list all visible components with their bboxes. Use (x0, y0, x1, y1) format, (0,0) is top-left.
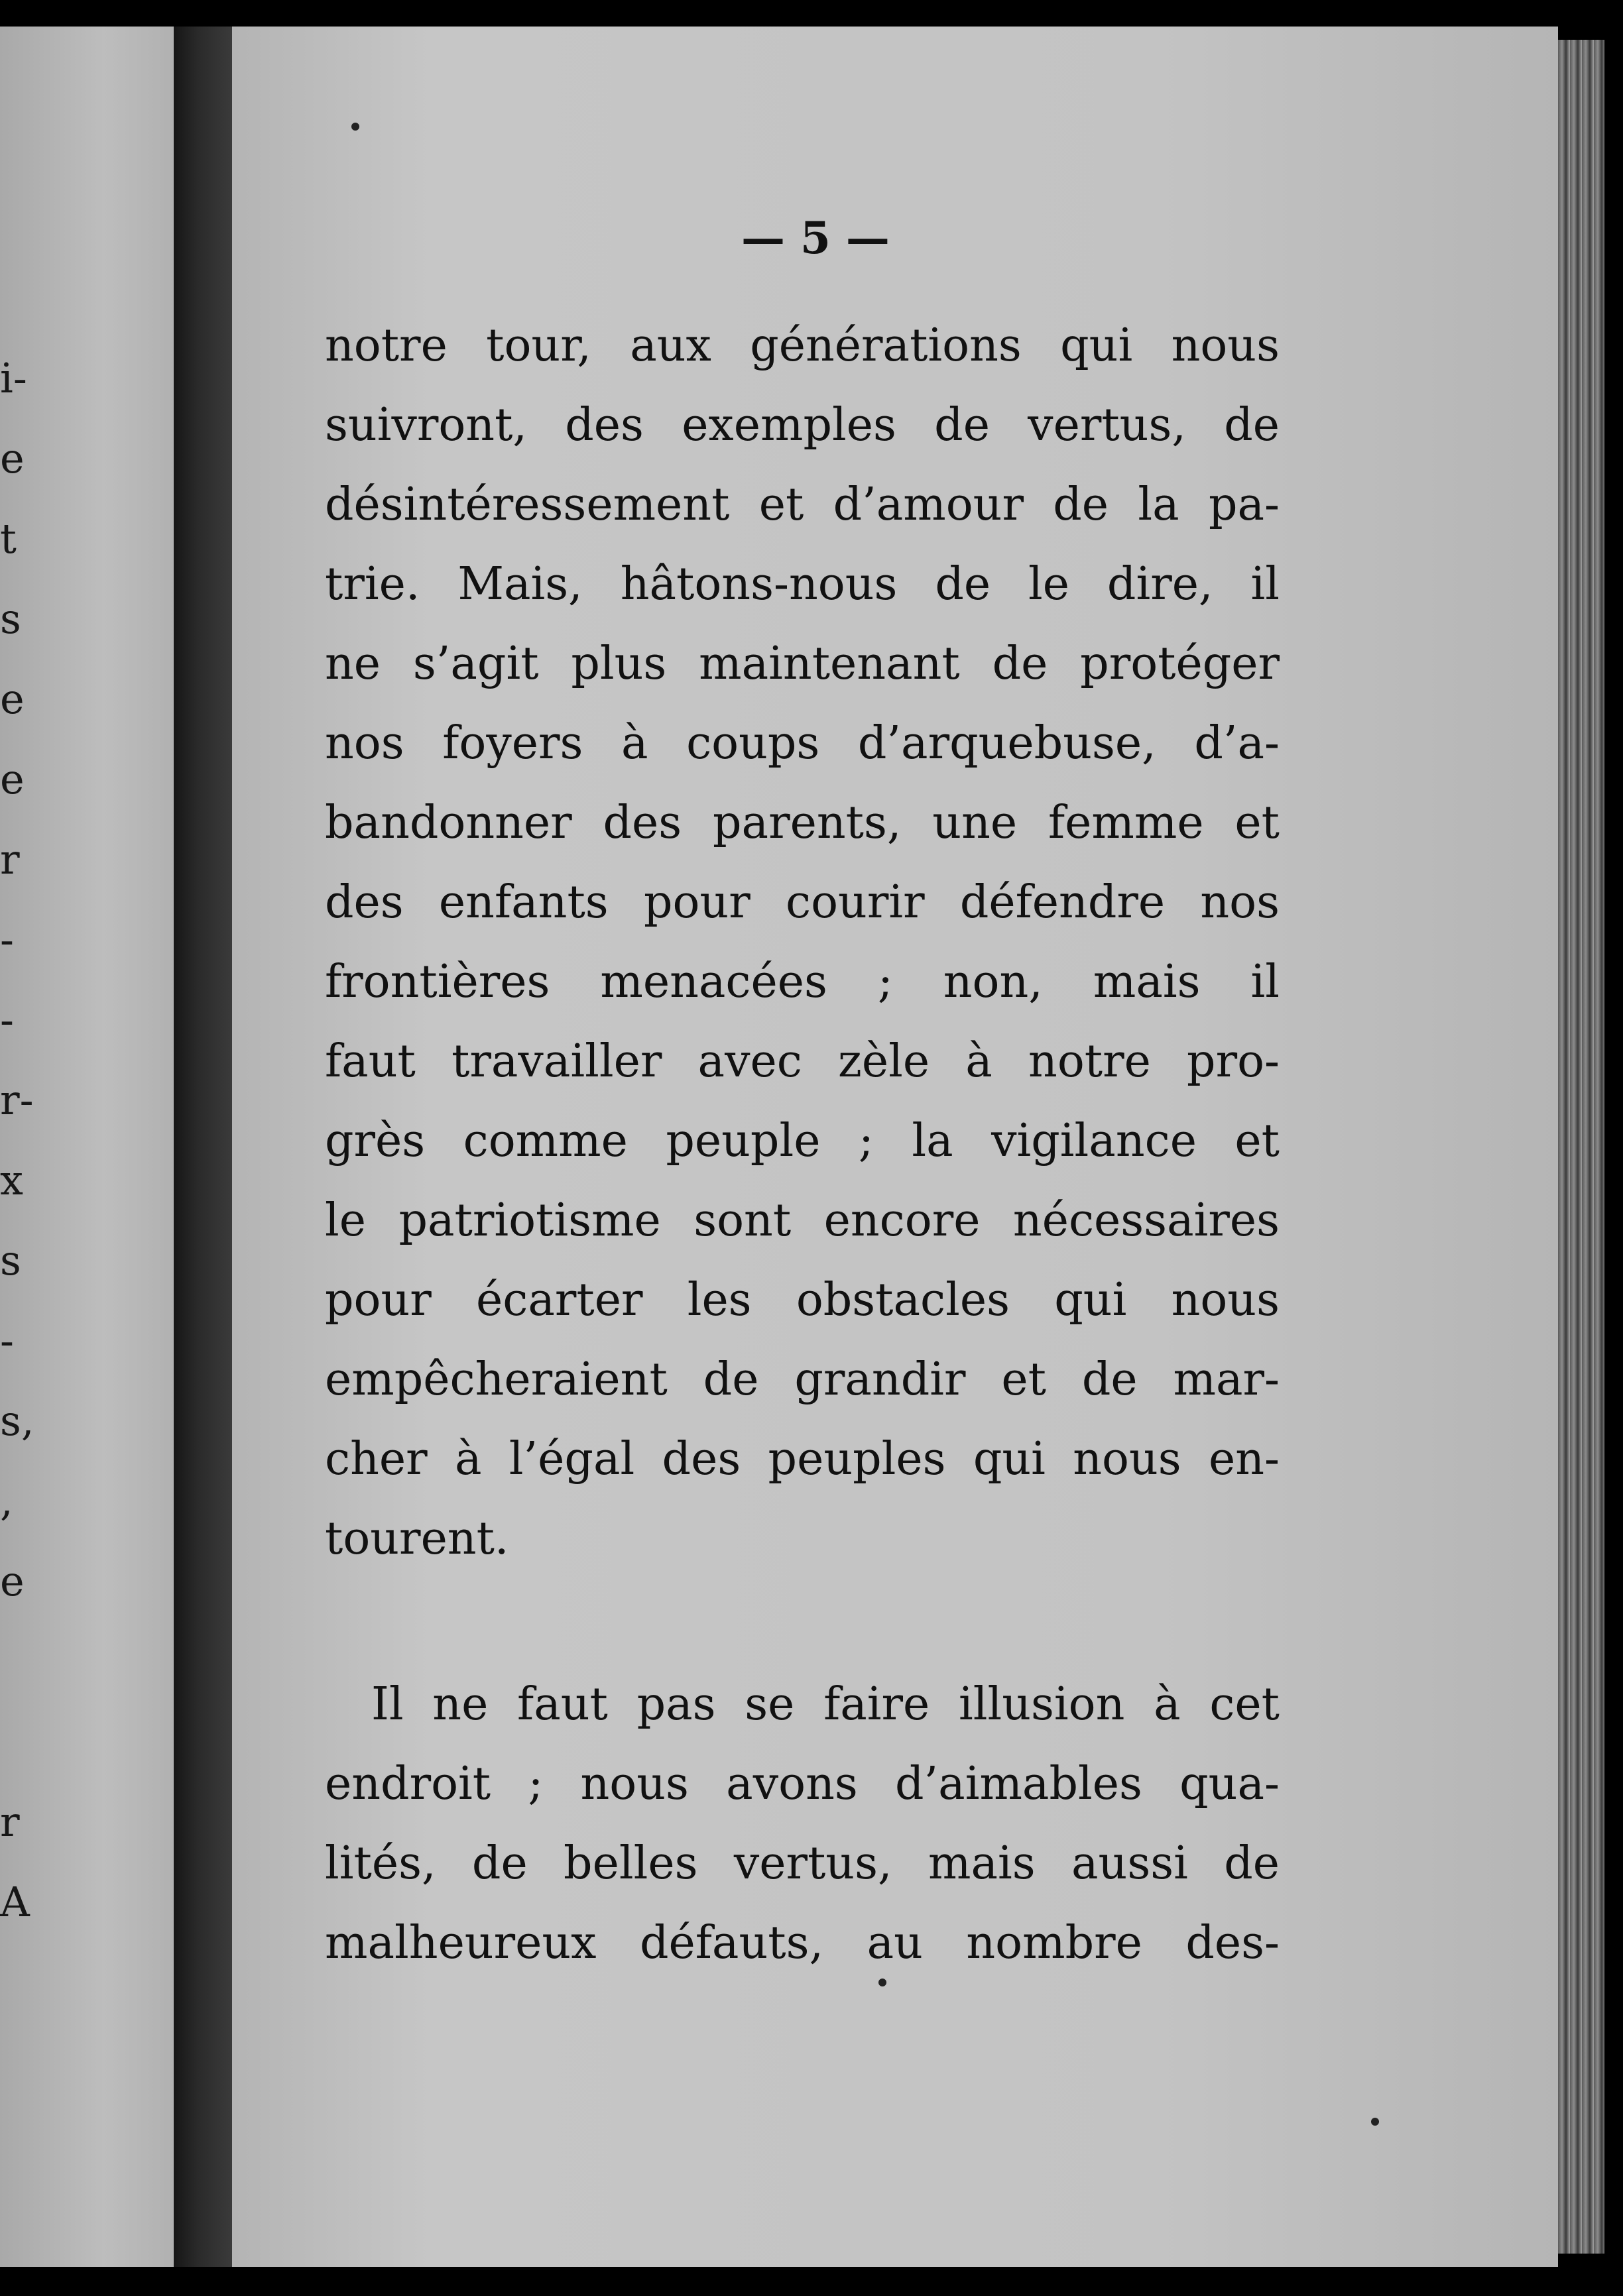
text-line: ne s’agit plus maintenant de protéger (325, 638, 1280, 690)
left-fragment: e (0, 675, 25, 723)
body-text (325, 306, 1280, 1983)
text-line: endroit ; nous avons d’aimables qua- (325, 1758, 1280, 1810)
text-line: frontières menacées ; non, mais il (325, 956, 1280, 1008)
text-line: notre tour, aux générations qui nous (325, 319, 1280, 372)
text-line: le patriotisme sont encore nécessaires (325, 1194, 1280, 1247)
ink-speck (1371, 2118, 1379, 2126)
left-fragment: e (0, 434, 25, 483)
left-fragment: r (0, 1798, 20, 1846)
left-fragment: i- (0, 354, 27, 402)
left-facing-page (0, 27, 174, 2267)
text-line: désintéressement et d’amour de la pa- (325, 479, 1280, 531)
left-fragment (0, 1621, 40, 1701)
left-fragment: , (0, 1477, 13, 1525)
left-fragment: r (0, 835, 20, 884)
left-fragment: e (0, 1557, 25, 1605)
left-fragment: - (0, 996, 14, 1044)
text-line: lités, de belles vertus, mais aussi de (325, 1837, 1280, 1890)
page-number: — 5 — (741, 212, 890, 264)
paragraph (325, 306, 1280, 1579)
left-fragment: x (0, 1156, 23, 1204)
text-line: nos foyers à coups d’arquebuse, d’a- (325, 717, 1280, 770)
left-fragment: s, (0, 1397, 34, 1445)
book-gutter-shadow (174, 27, 233, 2267)
text-line: empêcheraient de grandir et de mar- (325, 1353, 1280, 1406)
text-line: tourent. (325, 1513, 509, 1565)
text-line: malheureux défauts, au nombre des- (325, 1917, 1280, 1969)
left-fragment (0, 1701, 40, 1782)
paragraph (325, 1665, 1280, 1983)
paragraph-spacer (325, 1579, 1280, 1665)
left-fragment: s (0, 595, 21, 643)
page-edges (1558, 40, 1604, 2254)
text-line: grès comme peuple ; la vigilance et (325, 1115, 1280, 1167)
text-line: trie. Mais, hâtons-nous de le dire, il (325, 558, 1280, 610)
text-line: bandonner des parents, une femme et (325, 797, 1280, 849)
left-page-text-fragments (0, 338, 40, 1942)
left-fragment: - (0, 1316, 14, 1365)
left-fragment: - (0, 915, 14, 964)
text-line: suivront, des exemples de vertus, de (325, 399, 1280, 451)
left-fragment: s (0, 1236, 21, 1285)
left-fragment: A (0, 1878, 30, 1926)
ink-speck (351, 123, 359, 131)
text-line: faut travailler avec zèle à notre pro- (325, 1035, 1280, 1088)
left-fragment: r- (0, 1076, 34, 1124)
text-line: cher à l’égal des peuples qui nous en- (325, 1433, 1280, 1485)
text-line: pour écarter les obstacles qui nous (325, 1274, 1280, 1326)
left-fragment: e (0, 755, 25, 803)
text-line: des enfants pour courir défendre nos (325, 876, 1280, 929)
text-line: Il ne faut pas se faire illusion à cet (371, 1678, 1280, 1731)
left-fragment: t (0, 514, 17, 563)
